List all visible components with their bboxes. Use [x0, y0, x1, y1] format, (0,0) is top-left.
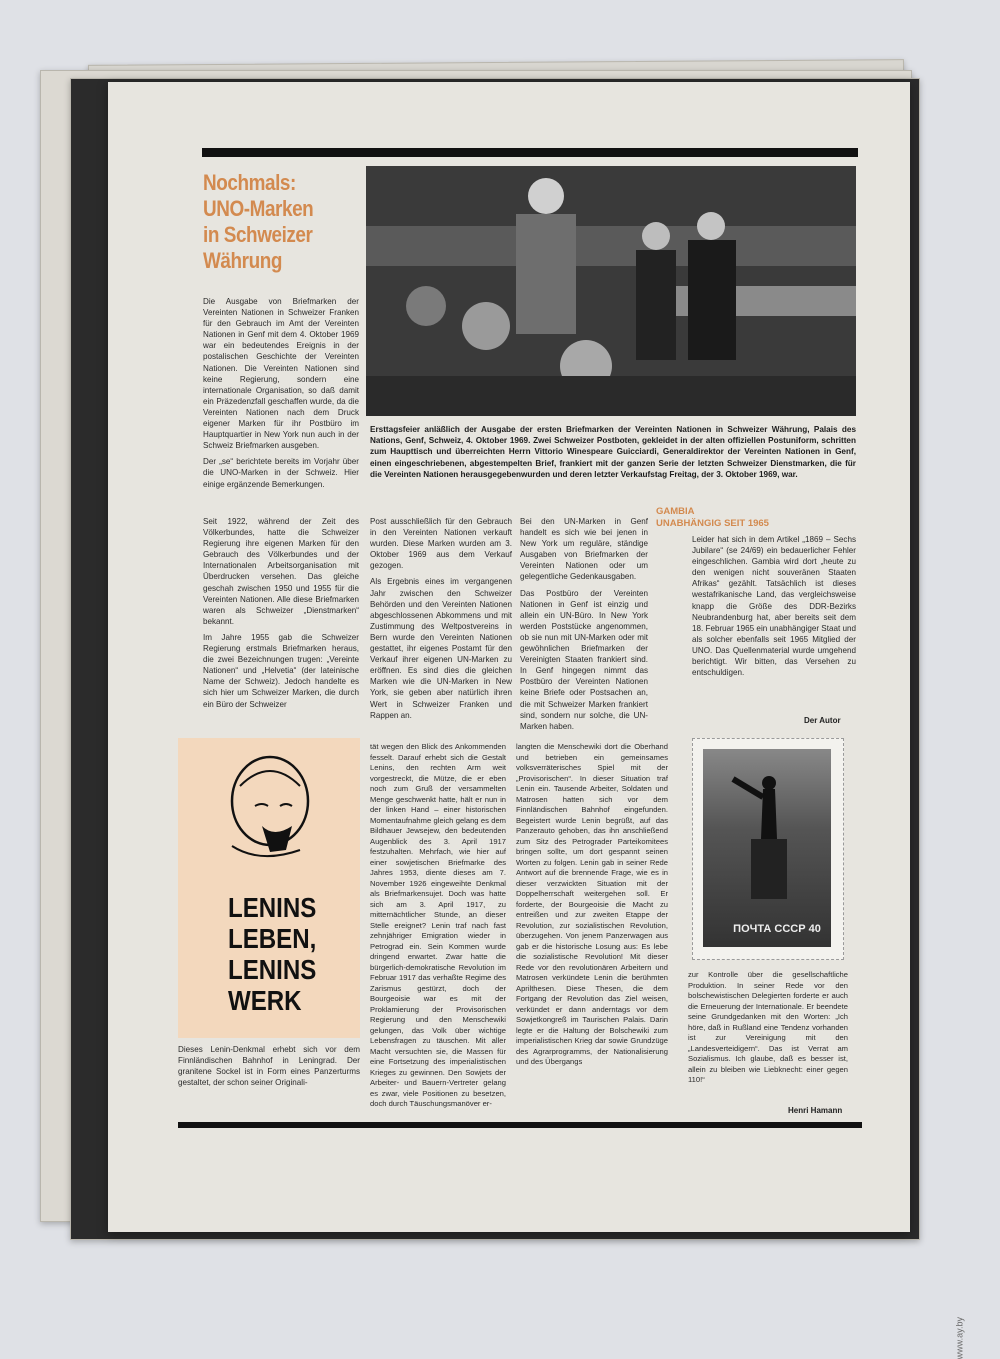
paragraph: langten die Menschewiki dort die Oberhand und betrieben ein gemeinsames volksverräterisches Spiel mit der „Provisorischen“. In dieser Situation traf Lenin ein. Tausende Arbeiter, Soldaten und Matrosen hatten sich vor dem Finnländischen Bahnhof eingefunden. Begeistert wurde Lenin begrüßt, auf das Panzerauto gehoben, das ihn anschließend zum Sitz des Petrograder Parteikomitees bringen sollte, um dort gespannt seinen Worten zu folgen. Lenin gab in seiner Rede Antwort auf die brennende Frage, wie es in dieser verzwickten Situation mit der Doppelherrschaft weitergehen soll. Er forderte, der Bourgeoisie die Macht zu entreißen und zur zweiten Etappe der Revolution, zur sozialistischen Revolution, überzugehen. Von jenem Panzerwagen aus gab er die historische Losung aus: Es lebe die sozialistische Revolution! Mit dieser Rede vor den revolutionären Arbeitern und Matrosen verkündete Lenin die berühmten Aprilthesen. Diese Thesen, die dem Fortgang der Revolution das Ziel weisen, verkündet er dann anderntags vor dem Sowjetkongreß im Taurischen Palais. Darin legte er die Haltung der Bolschewiki zum imperialistischen Krieg dar sowie Grundzüge des Agrarprogramms, der Nationalisierung und des Übergangs: [516, 742, 668, 1066]
paragraph: Als Ergebnis eines im vergangenen Jahr zwischen den Schweizer Behörden und den Vereinten Nationen abgeschlossenen Abkommens und mit Zustimmung des Weltpostvereins in Bern wurde den Vereinten Nationen gestattet, ihr eigenes Postamt für den Verkauf ihrer eigenen UN-Marken zu eröffnen. Es sind dies die gleichen Marken wie die UN-Marken in New York, sie geben aber natürlich ihren Wert in Schweizer Franken und Rappen an.: [370, 577, 512, 720]
title-line: UNO-Marken: [203, 196, 314, 221]
gambia-title-line: GAMBIA: [656, 506, 695, 517]
ceremony-photo: [366, 166, 856, 416]
lenin-monument-icon: [703, 749, 831, 947]
title-line: Nochmals:: [203, 170, 296, 195]
paragraph: Seit 1922, während der Zeit des Völkerbundes, hatte die Schweizer Regierung ihre eigenen Marken für den Gebrauch des Völkerbundes und der Internationalen Arbeitsorganisation mit Überdrucken versehen. Das gleiche geschah zwischen 1950 und 1955 für die Vereinten Nationen. Alle diese Briefmarken waren als Schweizer „Dienstmarken“ bekannt.: [203, 517, 359, 626]
title-line: Währung: [203, 248, 282, 273]
article-column-2: [370, 516, 512, 726]
watermark: www.ay.by: [954, 1317, 964, 1359]
paragraph: zur Kontrolle über die gesellschaftliche Produktion. In seiner Rede vor den bolschewistischen Delegierten forderte er auch die Erneuerung der Internationale. Er beendete seine Grundgedanken mit den Worten: „Ich höre, daß in Rußland eine Tendenz vorhanden ist zur Vereinigung mit den „Landesverteidigern“. Das ist Verrat am Sozialismus. Ich glaube, daß es besser ist, allein zu bleiben wie Liebknecht: einer gegen 110!“: [688, 970, 848, 1084]
article-title: [203, 170, 349, 274]
magazine-page: [108, 82, 910, 1232]
gambia-text: [692, 534, 856, 683]
soviet-stamp: [692, 738, 844, 960]
paragraph: Dieses Lenin-Denkmal erhebt sich vor dem Finnländischen Bahnhof in Leningrad. Der granitene Sockel ist in Form eines Panzerturms gestaltet, der schon seiner Originali-: [178, 1045, 360, 1088]
lenin-portrait-icon: [200, 746, 330, 866]
gambia-title-line: UNABHÄNGIG SEIT 1965: [656, 518, 769, 529]
title-line: LENINS: [228, 892, 317, 923]
intro-column: [203, 296, 359, 495]
lenin-column-2: [370, 742, 506, 1115]
lenin-article-title: [228, 892, 316, 1016]
gambia-paragraph: Leider hat sich in dem Artikel „1869 – Sechs Jubilare“ (se 24/69) ein bedauerlicher Fehler eingeschlichen. Gambia wird dort „heute zu den wenigen nicht souveränen Staaten Afrikas“ gezählt. Tatsächlich ist dieses westafrikanische Land, das vergleichsweise knapp die Größe des DDR-Bezirks Neubrandenburg hat, aber bereits seit dem 18. Februar 1965 ein unabhängiger Staat und als solcher ebenfalls seit 1965 Mitglied der UNO. Das Quellenmaterial wurde umgehend berichtigt. Wir bitten, das Versehen zu entschuldigen.: [692, 535, 856, 678]
paragraph: Im Jahre 1955 gab die Schweizer Regierung erstmals Briefmarken heraus, die zwei Bezeichnungen trugen: „Vereinte Nationen“ und „Helvetia“ (der lateinische Name der Schweiz). Jedoch handelte es sich hier um Schweizer Marken, die durch ein Büro der Schweizer: [203, 632, 359, 709]
paragraph: Post ausschließlich für den Gebrauch in den Vereinten Nationen verkauft wurden. Diese Marken wurden am 3. Oktober 1969 aus dem Verkauf gezogen.: [370, 517, 512, 571]
lenin-author: Henri Hamann: [788, 1106, 843, 1115]
gambia-author: Der Autor: [804, 716, 841, 725]
title-line: LENINS: [228, 954, 317, 985]
paragraph: Bei den UN-Marken in Genf handelt es sich wie bei jenen in New York um reguläre, ständige Ausgaben von Briefmarken der Vereinten Nationen oder um gelegentliche Gedenkausgaben.: [520, 517, 648, 582]
lenin-column-3: [516, 742, 668, 1073]
lenin-photo-caption: [178, 1044, 360, 1093]
ceremony-photo-graphic: [366, 166, 856, 416]
title-line: in Schweizer: [203, 222, 313, 247]
intro-paragraph: Der „se“ berichtete bereits im Vorjahr über die UNO-Marken in der Schweiz. Hier einige ergänzende Bemerkungen.: [203, 457, 359, 489]
lenin-column-4: [688, 970, 848, 1091]
article-column-1: [203, 516, 359, 715]
stamp-label: ПОЧТА СССР 40: [733, 923, 821, 935]
article-column-3: [520, 516, 648, 737]
title-line: LEBEN,: [228, 923, 317, 954]
gambia-title: [656, 506, 856, 530]
paragraph: tät wegen den Blick des Ankommenden fesselt. Darauf erhebt sich die Gestalt Lenins, den rechten Arm weit vorgestreckt, die Mütze, die er eben noch zum Gruß der versammelten Menge geschwenkt hatte, hält er nun in der linken Hand – einer historischen Momentaufnahme gleich gelang es dem Bildhauer Jewsejew, den bedeutenden Augenblick des 3. April 1917 festzuhalten. Mehrfach, wie hier auf einer sowjetischen Briefmarke des Jahres 1953, diente dieses am 7. November 1926 eingeweihte Denkmal als Briefmarkensujet. Doch was hatte sich am 3. April 1917, zu mitternächtlicher Stunde, an dieser Stelle ereignet? Lenin traf nach fast zehnjähriger Emigration wieder in Petrograd ein. Sein Kommen wurde dringend erwartet. Zwar hatte die bürgerlich-demokratische Revolution im Februar 1917 das verhaßte Regime des Zarismus gestürzt, doch der Bourgeoisie war es mit der Proklamierung der Provisorischen Regierung und den Menschewiki gelungen, das Volk über wichtige Lebensfragen zu täuschen. Mit aller Macht versuchten sie, die Massen für eine Fortsetzung des imperialistischen Krieges zu gewinnen. Den Sowjets der Arbeiter- und Bauern-Vertreter gelang es zwar, viele Positionen zu besetzen, doch durch Täuschungsmanöver er-: [370, 742, 506, 1108]
photo-caption: Ersttagsfeier anläßlich der Ausgabe der ersten Briefmarken der Vereinten Nationen in Schweizer Währung, Palais des Nations, Genf, Schweiz, 4. Oktober 1969. Zwei Schweizer Postboten, gekleidet in der alten offiziellen Postuniform, schritten zum Haupttisch und überreichten Herrn Vittorio Winespeare Guicciardi, Generaldirektor der Vereinten Nationen in Genf, einen eingeschriebenen, abgestempelten Brief, frankiert mit der ganzen Serie der letzten Schweizer Dienstmarken, die für die Vereinten Nationen herausgegebenwurden und deren letzter Verkaufstag Freitag, der 3. Oktober 1969, war.: [370, 425, 856, 479]
intro-paragraph: Die Ausgabe von Briefmarken der Vereinten Nationen in Schweizer Franken für den Gebrauch im Amt der Vereinten Nationen in Genf mit dem 4. Oktober 1969 war ein bedeutendes Ereignis in der postalischen Geschichte der Vereinten Nationen. Die Vereinten Nationen sind keine Regierung, sondern eine internationale Organisation, so daß damit ein Präzedenzfall geschaffen wurde, da die Vereinten Nationen nach dem Druck eigener Marken für ihr Postbüro im Hauptquartier in New York nun auch in der Schweiz Briefmarken ausgeben.: [203, 297, 359, 451]
stamp-image: [703, 749, 831, 947]
bottom-rule: [178, 1122, 862, 1128]
top-rule: [202, 148, 858, 157]
title-line: WERK: [228, 985, 302, 1016]
paragraph: Das Postbüro der Vereinten Nationen in Genf ist einzig und allein ein UN-Büro. In New York werden Poststücke angenommen, ob sie nun mit UN-Marken oder mit gewöhnlichen Briefmarken der Vereinigten Staaten frankiert sind. In Genf hingegen nimmt das Postbüro der Vereinten Nationen keine Briefe oder Postsachen an, die mit Schweizer Marken frankiert sind, sondern nur solche, die UN-Marken haben.: [520, 588, 648, 731]
